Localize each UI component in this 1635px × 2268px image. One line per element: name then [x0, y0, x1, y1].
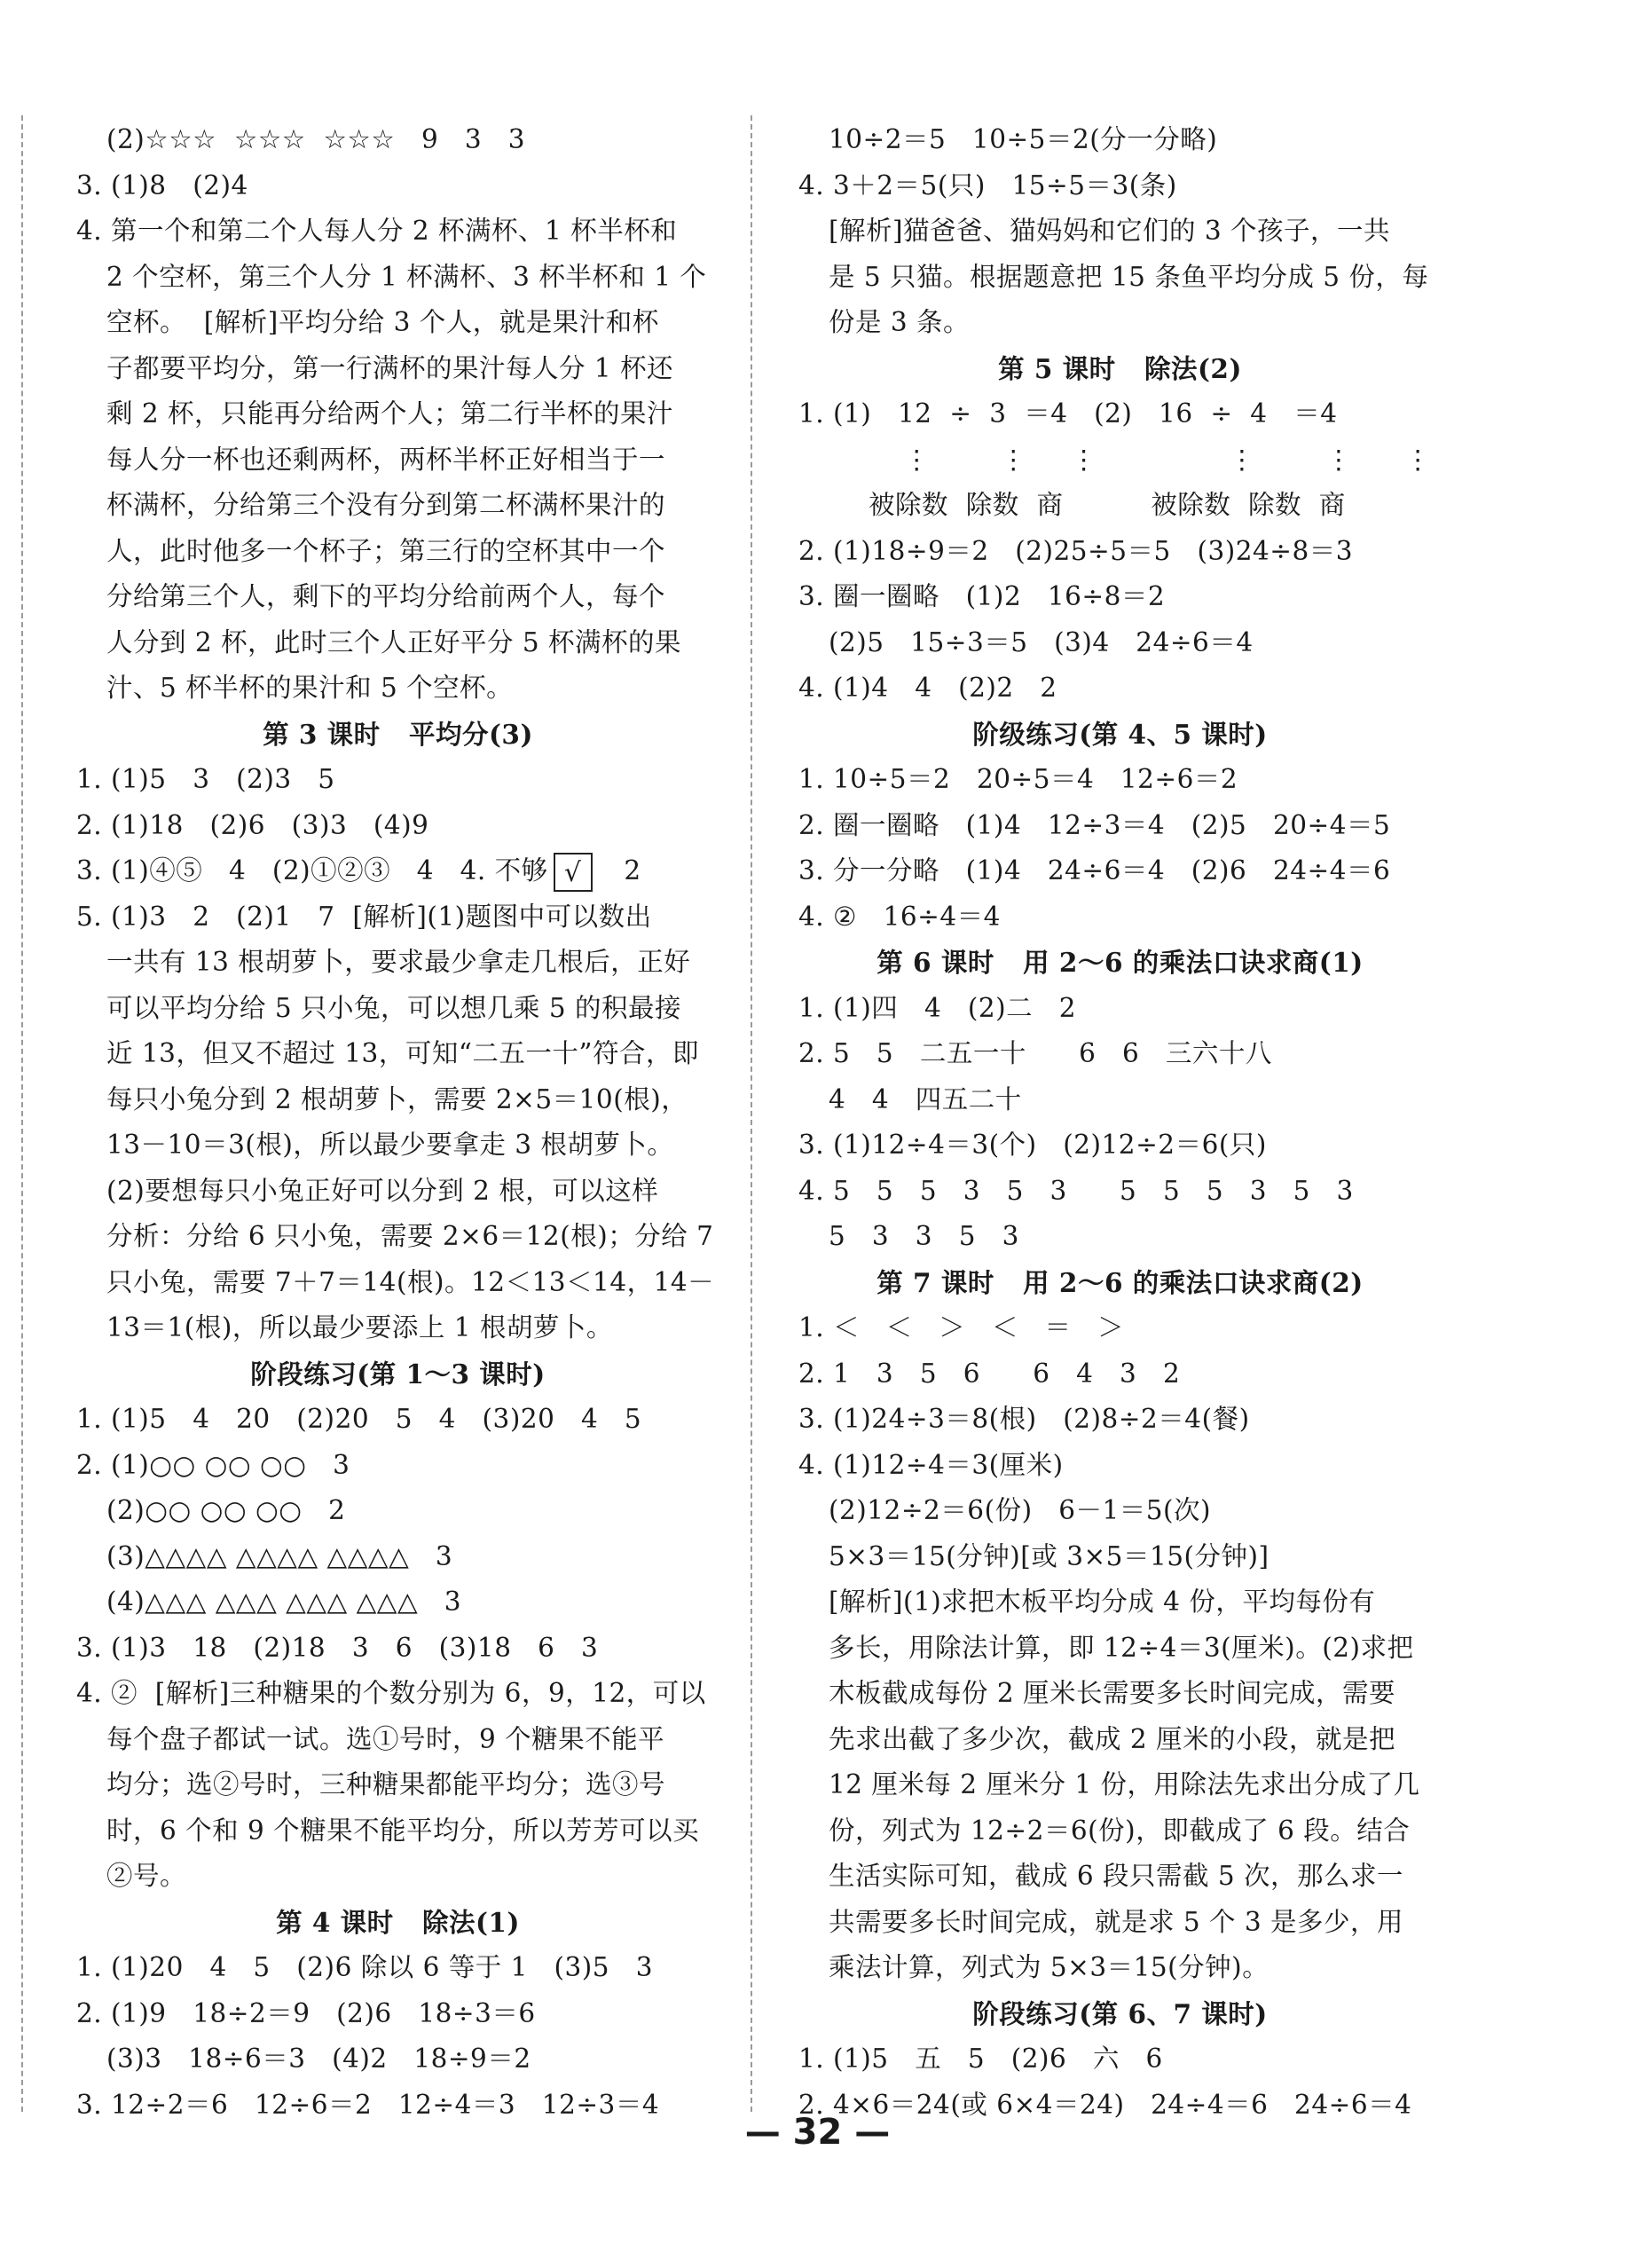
answer-line	[798, 437, 1442, 484]
answer-line	[798, 1031, 1442, 1077]
answer-line	[76, 986, 719, 1032]
answer-text: 剩 2 杯，只能再分给两个人；第二行半杯的果汁	[106, 398, 674, 429]
answer-text: 2. (1)○○ ○○ ○○ 3	[76, 1449, 350, 1480]
answer-line	[76, 1077, 719, 1123]
answer-text: 份，列式为 12÷2＝6(份)，即截成了 6 段。结合	[829, 1815, 1411, 1846]
answer-text: 1. (1)5 4 20 (2)20 5 4 (3)20 4 5	[76, 1404, 642, 1434]
answer-text: 4. 5 5 5 3 5 3 5 5 5 3 5 3	[798, 1175, 1354, 1206]
answer-text: 第 7 课时 用 2～6 的乘法口诀求商(2)	[876, 1266, 1364, 1298]
answer-text: 第 5 课时 除法(2)	[998, 352, 1242, 384]
answer-line	[76, 2036, 719, 2083]
answer-line	[798, 848, 1442, 894]
answer-line	[76, 1808, 719, 1855]
answer-line	[76, 620, 719, 666]
answer-text: 子都要平均分，第一行满杯的果汁每人分 1 杯还	[106, 352, 674, 383]
answer-line	[798, 2036, 1442, 2083]
answer-text: 分析：分给 6 只小兔，需要 2×6＝12(根)；分给 7	[106, 1221, 714, 1251]
answer-text: 第 3 课时 平均分(3)	[263, 718, 533, 750]
answer-line	[76, 1717, 719, 1763]
answer-text: ⋮ ⋮ ⋮ ⋮ ⋮ ⋮	[798, 444, 1432, 475]
answer-line	[76, 665, 719, 712]
answer-line	[798, 574, 1442, 620]
answer-text: 1. (1)四 4 (2)二 2	[798, 992, 1077, 1023]
section-heading	[76, 712, 719, 758]
answer-line	[798, 757, 1442, 803]
answer-line	[76, 209, 719, 255]
answer-text: 3. (1)④⑤ 4 (2)①②③ 4 4. 不够	[76, 855, 548, 886]
answer-text: 3. 圈一圈略 (1)2 16÷8＝2	[798, 581, 1166, 611]
answer-text: 每个盘子都试一试。选①号时，9 个糖果不能平	[106, 1723, 665, 1754]
answer-text: 2. 1 3 5 6 6 4 3 2	[798, 1358, 1181, 1389]
answer-line	[76, 848, 719, 894]
answer-line	[798, 986, 1442, 1032]
answer-line	[798, 1579, 1442, 1626]
section-heading	[798, 1260, 1442, 1306]
answer-text: (4)△△△ △△△ △△△ △△△ 3	[106, 1587, 462, 1617]
answer-line	[798, 1717, 1442, 1763]
answer-line	[798, 803, 1442, 849]
answer-text: 人分到 2 杯，此时三个人正好平分 5 杯满杯的果	[106, 626, 682, 658]
answer-line	[798, 1077, 1442, 1123]
answer-text: 5. (1)3 2 (2)1 7 [解析](1)题图中可以数出	[76, 901, 652, 932]
answer-line	[798, 1169, 1442, 1215]
answer-line	[76, 437, 719, 484]
answer-line	[798, 1626, 1442, 1672]
answer-text: [解析]猫爸爸、猫妈妈和它们的 3 个孩子，一共	[829, 216, 1391, 246]
answer-text: 第 6 课时 用 2～6 的乘法口诀求商(1)	[876, 947, 1364, 978]
answer-text: 一共有 13 根胡萝卜，要求最少拿走几根后，正好	[106, 947, 691, 977]
answer-line	[798, 1443, 1442, 1489]
answer-line	[798, 1351, 1442, 1398]
answer-line	[798, 1214, 1442, 1260]
answer-text: 13＝1(根)，所以最少要添上 1 根胡萝卜。	[106, 1312, 613, 1343]
answer-text: 是 5 只猫。根据题意把 15 条鱼平均分成 5 份，每	[829, 261, 1429, 292]
answer-text: 阶段练习(第 1～3 课时)	[250, 1358, 546, 1390]
answer-line	[76, 1260, 719, 1306]
answer-line	[76, 346, 719, 392]
answer-text: (2)要想每只小兔正好可以分到 2 根，可以这样	[106, 1175, 659, 1206]
answer-line	[798, 1305, 1442, 1351]
answer-text: 4. (1)4 4 (2)2 2	[798, 673, 1057, 703]
answer-text: 2. (1)18÷9＝2 (2)25÷5＝5 (3)24÷8＝3	[798, 535, 1354, 566]
answer-text: 1. (1)20 4 5 (2)6 除以 6 等于 1 (3)5 3	[76, 1952, 653, 1982]
answer-text: 3. 12÷2＝6 12÷6＝2 12÷4＝3 12÷3＝4	[76, 2089, 660, 2120]
answer-text: 3. 分一分略 (1)4 24÷6＝4 (2)6 24÷4＝6	[798, 855, 1391, 886]
answer-line	[76, 1488, 719, 1534]
answer-line	[76, 1991, 719, 2037]
answer-text: 阶级练习(第 4、5 课时)	[972, 718, 1268, 750]
answer-line	[798, 1808, 1442, 1855]
answer-line	[76, 300, 719, 346]
answer-text: 2. (1)9 18÷2＝9 (2)6 18÷3＝6	[76, 1997, 536, 2028]
section-heading	[76, 1900, 719, 1946]
answer-line	[798, 1122, 1442, 1169]
answer-text: 2 个空杯，第三个人分 1 杯满杯、3 杯半杯和 1 个	[106, 261, 707, 292]
answer-text: 份是 3 条。	[829, 307, 971, 337]
answer-text: (2)☆☆☆ ☆☆☆ ☆☆☆ 9 3 3	[106, 124, 526, 154]
section-heading	[798, 1991, 1442, 2037]
answer-text: 12 厘米每 2 厘米分 1 份，用除法先求出分成了几	[829, 1769, 1420, 1799]
answer-text: 1. (1)5 五 5 (2)6 六 6	[798, 2044, 1163, 2074]
answer-text: 3. (1)8 (2)4	[76, 169, 248, 201]
answer-line	[798, 1671, 1442, 1717]
answer-text: 5 3 3 5 3	[829, 1221, 1019, 1251]
answer-line	[76, 1443, 719, 1489]
answer-text: 13－10＝3(根)，所以最少要拿走 3 根胡萝卜。	[106, 1130, 674, 1160]
answer-line	[76, 940, 719, 986]
answer-line	[76, 483, 719, 529]
answer-line	[798, 300, 1442, 346]
answer-text: 2. (1)18 (2)6 (3)3 (4)9	[76, 809, 429, 840]
answer-text: 分给第三个人，剩下的平均分给前两个人，每个	[106, 581, 666, 611]
answer-text: (2)○○ ○○ ○○ 2	[106, 1495, 346, 1525]
answer-line	[798, 1854, 1442, 1900]
answer-text: 4. 第一个和第二个人每人分 2 杯满杯、1 杯半杯和	[76, 216, 678, 246]
answer-line	[798, 117, 1442, 163]
answer-line	[798, 894, 1442, 941]
answer-line	[798, 1488, 1442, 1534]
answer-line	[76, 894, 719, 941]
answer-text: 5×3＝15(分钟)[或 3×5＝15(分钟)]	[829, 1540, 1269, 1571]
answer-text: 先求出截了多少次，截成 2 厘米的小段，就是把	[829, 1723, 1396, 1754]
answer-text: 生活实际可知，截成 6 段只需截 5 次，那么求一	[829, 1861, 1404, 1891]
right-column	[798, 117, 1442, 2128]
answer-line	[76, 1945, 719, 1991]
answer-text: 3. (1)24÷3＝8(根) (2)8÷2＝4(餐)	[798, 1404, 1250, 1434]
answer-line	[76, 1534, 719, 1580]
answer-text: 均分；选②号时，三种糖果都能平均分；选③号	[106, 1769, 666, 1799]
section-heading	[798, 940, 1442, 986]
answer-line	[76, 117, 719, 163]
answer-line	[76, 1031, 719, 1077]
answer-text: 4. ② 16÷4＝4	[798, 901, 1001, 932]
answer-text: 3. (1)12÷4＝3(个) (2)12÷2＝6(只)	[798, 1130, 1267, 1160]
answer-text: 10÷2＝5 10÷5＝2(分一分略)	[829, 124, 1218, 154]
page-number: — 32 —	[744, 2112, 891, 2153]
answer-text: 阶段练习(第 6、7 课时)	[972, 1997, 1268, 2029]
answer-text: 1. (1) 12 ÷ 3 ＝4 (2) 16 ÷ 4 ＝4	[798, 398, 1338, 429]
answer-text: 3. (1)3 18 (2)18 3 6 (3)18 6 3	[76, 1632, 599, 1663]
answer-text: 2. 圈一圈略 (1)4 12÷3＝4 (2)5 20÷4＝5	[798, 809, 1391, 840]
answer-line	[798, 209, 1442, 255]
section-heading	[76, 1351, 719, 1398]
answer-text: (3)△△△△ △△△△ △△△△ 3	[106, 1540, 453, 1571]
answer-text: 1. 10÷5＝2 20÷5＝4 12÷6＝2	[798, 764, 1238, 794]
answer-text: 人，此时他多一个杯子；第三行的空杯其中一个	[106, 535, 666, 566]
section-heading	[798, 712, 1442, 758]
answer-line	[76, 574, 719, 620]
answer-line	[76, 757, 719, 803]
answer-line	[76, 1305, 719, 1351]
answer-line	[76, 1169, 719, 1215]
answer-line	[76, 1762, 719, 1808]
answer-line	[798, 1534, 1442, 1580]
section-heading	[798, 346, 1442, 392]
answer-line	[76, 1626, 719, 1672]
answer-line	[76, 1579, 719, 1626]
left-margin-divider	[21, 115, 23, 2112]
answer-line	[76, 1397, 719, 1443]
answer-text: (2)12÷2＝6(份) 6－1＝5(次)	[829, 1495, 1212, 1525]
answer-text: 近 13，但又不超过 13，可知“二五一十”符合，即	[106, 1038, 699, 1068]
answer-text: 2	[597, 855, 641, 886]
answer-text: 可以平均分给 5 只小兔，可以想几乘 5 的积最接	[106, 992, 682, 1023]
left-column	[76, 117, 719, 2128]
answer-text: (2)5 15÷3＝5 (3)4 24÷6＝4	[829, 626, 1254, 658]
answer-line	[76, 1854, 719, 1900]
answer-line	[798, 1900, 1442, 1946]
answer-line	[76, 255, 719, 301]
answer-text: 只小兔，需要 7＋7＝14(根)。12＜13＜14，14－	[106, 1266, 715, 1297]
answer-text: 1. (1)5 3 (2)3 5	[76, 764, 335, 794]
answer-line	[798, 255, 1442, 301]
answer-line	[76, 529, 719, 575]
answer-text: 1. ＜ ＜ ＞ ＜ ＝ ＞	[798, 1312, 1125, 1343]
answer-line	[798, 163, 1442, 209]
answer-line	[76, 1122, 719, 1169]
answer-text: 4. (1)12÷4＝3(厘米)	[798, 1449, 1064, 1480]
answer-line	[798, 620, 1442, 666]
answer-text: 2. 4×6＝24(或 6×4＝24) 24÷4＝6 24÷6＝4	[798, 2089, 1412, 2120]
answer-line	[798, 483, 1442, 529]
answer-text: 汁、5 杯半杯的果汁和 5 个空杯。	[106, 673, 514, 703]
answer-text: 共需要多长时间完成，就是求 5 个 3 是多少，用	[829, 1906, 1404, 1937]
answer-text: 4. ② [解析]三种糖果的个数分别为 6，9，12，可以	[76, 1678, 706, 1708]
answer-text: 乘法计算，列式为 5×3＝15(分钟)。	[829, 1952, 1269, 1982]
answer-text: 被除数 除数 商 被除数 除数 商	[798, 490, 1346, 520]
answer-text: ②号。	[106, 1861, 187, 1891]
answer-line	[76, 1214, 719, 1260]
answer-text: 2. 5 5 二五一十 6 6 三六十八	[798, 1038, 1272, 1068]
answer-text: 每人分一杯也还剩两杯，两杯半杯正好相当于一	[106, 444, 666, 475]
answer-line	[76, 1671, 719, 1717]
answer-text: 空杯。 [解析]平均分给 3 个人，就是果汁和杯	[106, 307, 659, 337]
column-divider	[751, 115, 752, 2112]
answer-text: (3)3 18÷6＝3 (4)2 18÷9＝2	[106, 2044, 531, 2074]
check-mark-box: √	[554, 853, 593, 892]
answer-text: 多长，用除法计算，即 12÷4＝3(厘米)。(2)求把	[829, 1632, 1414, 1663]
answer-text: 时，6 个和 9 个糖果不能平均分，所以芳芳可以买	[106, 1815, 700, 1846]
answer-text: 杯满杯，分给第三个没有分到第二杯满杯果汁的	[106, 490, 666, 520]
answer-line	[798, 391, 1442, 437]
answer-text: [解析](1)求把木板平均分成 4 份，平均每份有	[829, 1587, 1376, 1617]
answer-line	[798, 1762, 1442, 1808]
answer-text: 4. 3＋2＝5(只) 15÷5＝3(条)	[798, 169, 1177, 201]
answer-line	[798, 529, 1442, 575]
answer-line	[798, 1397, 1442, 1443]
answer-text: 木板截成每份 2 厘米长需要多长时间完成，需要	[829, 1678, 1396, 1708]
answer-line	[76, 391, 719, 437]
answer-text: 4 4 四五二十	[829, 1083, 1022, 1114]
answer-line	[798, 665, 1442, 712]
answer-line	[76, 803, 719, 849]
answer-text: 每只小兔分到 2 根胡萝卜，需要 2×5＝10(根)，	[106, 1083, 688, 1114]
answer-line	[76, 163, 719, 209]
answer-text: 第 4 课时 除法(1)	[276, 1906, 520, 1938]
answer-line	[798, 1945, 1442, 1991]
